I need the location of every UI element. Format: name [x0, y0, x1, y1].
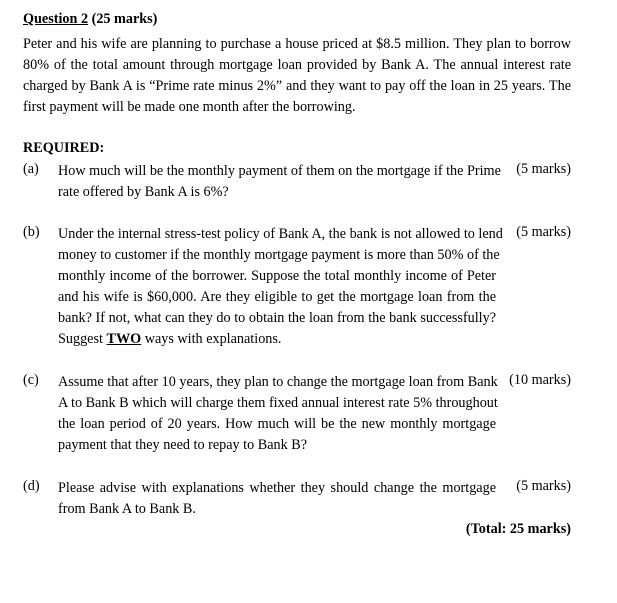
required-heading: REQUIRED:: [23, 140, 105, 156]
intro-line: charged by Bank A is “Prime rate minus 2%” and they want to pay off the loan in 25 years. The: [23, 78, 571, 94]
part-c-text: [58, 372, 496, 456]
part-line: A to Bank B which will charge them fixed annual interest rate 5% throughout: [58, 395, 498, 411]
question-intro: [23, 34, 571, 118]
part-a-text: [58, 161, 501, 203]
part-line: [58, 329, 496, 350]
part-line: Please advise with explanations whether they should change the mortgage: [58, 480, 496, 496]
part-d-marks: (5 marks): [516, 478, 571, 494]
question-number: Question 2: [23, 11, 89, 27]
part-d-text: [58, 478, 496, 520]
question-marks: (25 marks): [88, 11, 158, 27]
part-line: payment that they need to repay to Bank B?: [58, 437, 307, 453]
part-line: the loan period of 20 years. How much will be the new monthly mortgage: [58, 416, 496, 432]
total-marks: (Total: 25 marks): [465, 521, 571, 537]
part-c-marks: (10 marks): [509, 372, 571, 388]
part-line: and his wife is $60,000. Are they eligible to get the mortgage loan from the: [58, 289, 496, 305]
intro-line: Peter and his wife are planning to purchase a house priced at $8.5 million. They plan to borrow: [23, 36, 571, 52]
part-b-marks: (5 marks): [516, 224, 571, 240]
part-b-suggest-text: Suggest: [58, 331, 107, 347]
part-b-emphasis: TWO: [106, 331, 142, 347]
part-c-label: (c): [23, 372, 39, 388]
part-line: monthly income of the borrower. Suppose the total monthly income of Peter: [58, 268, 496, 284]
question-heading: [23, 11, 157, 28]
part-line: How much will be the monthly payment of them on the mortgage if the Prime: [58, 163, 501, 179]
part-line: money to customer if the monthly mortgage payment is more than 50% of the: [58, 247, 500, 263]
part-d-label: (d): [23, 478, 40, 494]
part-a-label: (a): [23, 161, 39, 177]
part-a-marks: (5 marks): [516, 161, 571, 177]
part-line: rate offered by Bank A is 6%?: [58, 184, 229, 200]
part-line: bank? If not, what can they do to obtain the loan from the bank successfully?: [58, 310, 496, 326]
part-line: from Bank A to Bank B.: [58, 501, 196, 517]
part-b-text: [58, 224, 503, 350]
part-b-label: (b): [23, 224, 40, 240]
part-line: Under the internal stress-test policy of Bank A, the bank is not allowed to lend: [58, 226, 503, 242]
intro-line: 80% of the total amount through mortgage loan provided by Bank A. The annual interest rate: [23, 57, 571, 73]
part-b-ways-text: ways with explanations.: [141, 331, 282, 347]
part-line: Assume that after 10 years, they plan to change the mortgage loan from Bank: [58, 374, 498, 390]
intro-line: first payment will be made one month after the borrowing.: [23, 99, 356, 115]
